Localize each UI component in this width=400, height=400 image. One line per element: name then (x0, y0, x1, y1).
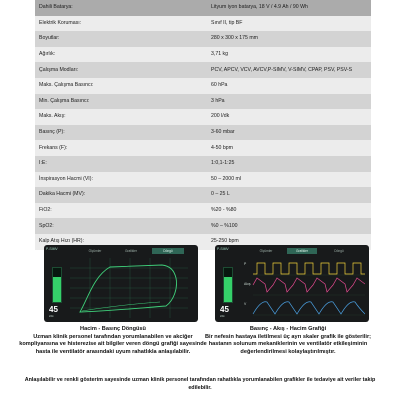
spec-row (35, 31, 371, 47)
volume-wave (253, 302, 365, 314)
spec-value: 50 – 2000 ml (207, 172, 371, 188)
spec-label: Min. Çalışma Basıncı: (35, 94, 207, 110)
spec-value: 60 hPa (207, 78, 371, 94)
spec-value: Lityum iyon batarya, 18 V / 4.9 Ah / 90 Wh (207, 0, 371, 16)
spec-value: 3-60 mbar (207, 125, 371, 141)
spec-label: Kalp Atış Hızı (HR): (35, 234, 207, 250)
spec-label: Basınç (P): (35, 125, 207, 141)
waveform-screen (215, 245, 369, 322)
tab-loop[interactable]: Döngü (334, 249, 344, 253)
spec-label: Dahili Batarya: (35, 0, 207, 16)
spec-label: FiO2: (35, 203, 207, 219)
spec-value: 280 x 300 x 175 mm (207, 31, 371, 47)
mode-label: P-SIMV (46, 247, 58, 251)
spec-value: %0 – %100 (207, 218, 371, 234)
flow-wave (253, 278, 365, 292)
spec-value: 3,71 kg (207, 47, 371, 63)
spec-label: Boyutlar: (35, 31, 207, 47)
caption-waveform (198, 326, 378, 356)
flow-gauge (52, 267, 62, 303)
caption-body: Uzman klinik personel tarafından yorumlanabilen ve akciğer kompliyansına ve histerezise ait bilgiler veren döngü grafiği sayesinde hasta ile ventilatör arasındaki uyum rahatlıkla anlaşılabilir. (19, 333, 207, 355)
flow-gauge (223, 267, 233, 303)
footer-text: Anlaşılabilir ve renkli gösterim sayesinde uzman klinik personel tarafından rahatlıkla yorumlanabilen grafikler ile tedaviye ait veriler takip edilebilir. (24, 377, 376, 391)
spec-table (35, 0, 371, 250)
pressure-wave (253, 263, 365, 274)
spec-row (35, 140, 371, 156)
spec-value: %20 - %80 (207, 203, 371, 219)
caption-title: Hacim - Basınç Döngüsü (80, 326, 146, 332)
spec-row (35, 156, 371, 172)
spec-row (35, 109, 371, 125)
volume-wave-label: V (244, 302, 247, 306)
spec-label: Ağırlık: (35, 47, 207, 63)
spec-label: Elektrik Koruması: (35, 16, 207, 32)
tab-loop[interactable]: Döngü (152, 248, 184, 254)
loop-screen (44, 245, 198, 322)
flow-unit: l/dk (49, 314, 54, 318)
spec-label: Çalışma Modları: (35, 62, 207, 78)
tab-measurements[interactable]: Ölçümler (259, 249, 273, 253)
flow-value: 45 (220, 305, 229, 314)
spec-value: 1:0,1-1:25 (207, 156, 371, 172)
tab-graphs[interactable]: Grafikler (124, 249, 138, 253)
spec-value: 200 l/dk (207, 109, 371, 125)
caption-loop (18, 326, 208, 356)
spec-label: SpO2: (35, 218, 207, 234)
spec-row (35, 62, 371, 78)
spec-row (35, 187, 371, 203)
caption-body: Bir nefesin hastaya iletilmesi üç ayrı skaler grafik ile gösterilir; hastanın solunum mekaniklerinin ve ventilatör etkileşiminin değerlendirilmesi kolaylaştırılmıştır. (204, 333, 372, 355)
spec-row (35, 16, 371, 32)
spec-row (35, 94, 371, 110)
spec-label: Dakika Hacmi (MV): (35, 187, 207, 203)
spec-row (35, 78, 371, 94)
spec-value: Sınıf II, tip BF (207, 16, 371, 32)
spec-label: I:E: (35, 156, 207, 172)
scalar-waveforms (243, 258, 365, 320)
pressure-wave-label: P (244, 262, 247, 266)
spec-row (35, 0, 371, 16)
flow-value: 45 (49, 305, 58, 314)
spec-value: PCV, APCV, VCV, AVCV,P-SIMV, V-SIMV, CPAP, PSV, PSV-S (207, 62, 371, 78)
tab-graphs[interactable]: Grafikler (287, 248, 317, 254)
spec-row (35, 172, 371, 188)
mode-label: P-SIMV (217, 247, 229, 251)
spec-value: 3 hPa (207, 94, 371, 110)
spec-label: Maks. Akış: (35, 109, 207, 125)
spec-row (35, 218, 371, 234)
spec-value: 0 – 25 L (207, 187, 371, 203)
spec-row (35, 203, 371, 219)
flow-wave-label: Akış (244, 282, 251, 286)
spec-row (35, 125, 371, 141)
spec-value: 25-250 bpm (207, 234, 371, 250)
spec-value: 4-50 bpm (207, 140, 371, 156)
pressure-volume-loop (70, 258, 188, 318)
caption-title: Basınç - Akış - Hacim Grafiği (249, 326, 327, 332)
flow-unit: l/dk (220, 314, 225, 318)
spec-label: İnspirasyon Hacmi (VI): (35, 172, 207, 188)
spec-row (35, 47, 371, 63)
spec-label: Maks. Çalışma Basıncı: (35, 78, 207, 94)
spec-label: Frekans (F): (35, 140, 207, 156)
tab-measurements[interactable]: Ölçümler (88, 249, 102, 253)
